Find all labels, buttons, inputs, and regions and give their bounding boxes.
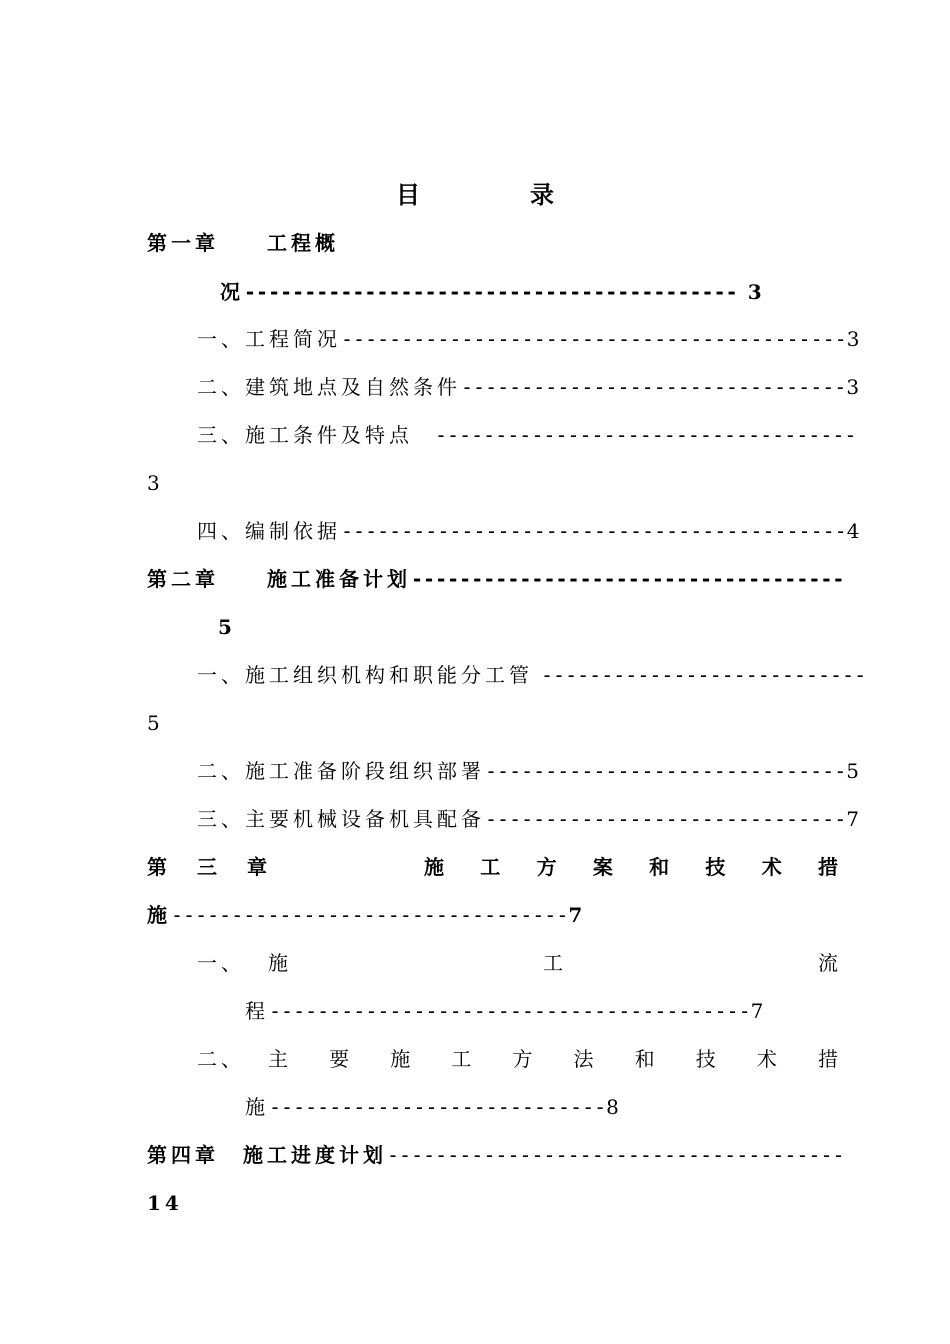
toc-ch3-item[interactable] bbox=[268, 1045, 838, 1073]
toc-item-char: 施 bbox=[390, 1047, 411, 1071]
toc-item-char: 法 bbox=[573, 1047, 594, 1071]
toc-title bbox=[0, 178, 950, 212]
toc-ch1-item[interactable] bbox=[197, 421, 856, 449]
toc-ch3-item-prefix bbox=[197, 949, 245, 977]
toc-item-leader: ---------------------------- bbox=[269, 1095, 607, 1119]
toc-ch4-heading[interactable] bbox=[147, 1141, 845, 1169]
toc-ch1-item[interactable] bbox=[197, 517, 863, 545]
toc-item-char: 技 bbox=[695, 1047, 716, 1071]
toc-title-right: 录 bbox=[530, 180, 554, 209]
toc-ch3-title-char: 施 bbox=[424, 855, 444, 879]
toc-ch3-leader: --------------------------------- bbox=[171, 903, 569, 927]
toc-ch1-item[interactable] bbox=[197, 325, 863, 353]
toc-ch1-page: 3 bbox=[747, 280, 766, 304]
toc-item-char: 要 bbox=[329, 1047, 350, 1071]
toc-ch3-title-tail: 施 bbox=[147, 903, 171, 927]
toc-ch1-title: 工程概 bbox=[267, 231, 339, 255]
toc-ch3-item-cont[interactable] bbox=[245, 997, 767, 1025]
toc-item-leader: ------------------------------------------ bbox=[341, 327, 847, 351]
toc-ch3-title-char: 和 bbox=[649, 855, 670, 879]
toc-item-char: 和 bbox=[634, 1047, 655, 1071]
toc-item-page-wrap[interactable] bbox=[147, 709, 164, 737]
toc-item-leader: ---------------------------------------- bbox=[269, 999, 751, 1023]
toc-ch2-item[interactable] bbox=[197, 805, 863, 833]
toc-item-text: 三、主要机械设备机具配备 bbox=[197, 807, 485, 831]
toc-item-char: 方 bbox=[512, 1047, 533, 1071]
toc-ch3-label-char: 章 bbox=[247, 855, 267, 879]
toc-ch1-label: 第一章 bbox=[147, 231, 219, 255]
toc-ch3-title-char: 措 bbox=[817, 855, 838, 879]
toc-item-char: 主 bbox=[268, 1047, 288, 1071]
toc-item-text: 三、施工条件及特点 bbox=[197, 423, 413, 447]
toc-item-leader: ------------------------------------------ bbox=[341, 519, 847, 543]
toc-ch3-label-char: 第 bbox=[147, 855, 167, 879]
toc-item-page-wrap[interactable] bbox=[147, 469, 164, 497]
toc-item-leader: ----------------------------------- bbox=[435, 423, 857, 447]
toc-ch2-page: 5 bbox=[218, 615, 236, 639]
toc-item-char: 工 bbox=[543, 951, 563, 975]
toc-ch4-page: 14 bbox=[147, 1191, 183, 1215]
toc-ch1-heading-cont[interactable] bbox=[220, 278, 766, 306]
toc-ch1-title-tail: 况 bbox=[220, 280, 244, 304]
toc-ch2-page-wrap[interactable] bbox=[218, 613, 236, 641]
toc-ch3-title-char: 案 bbox=[592, 855, 613, 879]
toc-ch3-item-prefix bbox=[197, 1045, 245, 1073]
toc-item-text: 一、施工组织机构和职能分工管 bbox=[197, 663, 533, 687]
toc-item-text: 一、工程简况 bbox=[197, 327, 341, 351]
toc-ch2-heading[interactable] bbox=[147, 565, 844, 593]
toc-ch3-item[interactable] bbox=[268, 949, 838, 977]
toc-ch3-title-char: 技 bbox=[705, 855, 726, 879]
toc-ch3-label[interactable] bbox=[147, 853, 267, 881]
toc-ch4-title: 施工进度计划 bbox=[243, 1143, 387, 1167]
toc-item-leader: --------------------------- bbox=[541, 663, 867, 687]
toc-item-char: 流 bbox=[818, 951, 838, 975]
toc-item-char: 工 bbox=[451, 1047, 472, 1071]
toc-item-page: 5 bbox=[846, 759, 863, 783]
toc-item-page: 5 bbox=[147, 711, 164, 735]
toc-ch2-title: 施工准备计划 bbox=[267, 567, 411, 591]
toc-ch3-title-char: 术 bbox=[761, 855, 782, 879]
toc-item-text: 二、建筑地点及自然条件 bbox=[197, 375, 461, 399]
toc-title-left: 目 bbox=[396, 180, 420, 209]
toc-item-char: 术 bbox=[756, 1047, 777, 1071]
toc-item-prefix: 一、 bbox=[197, 951, 245, 975]
toc-ch3-page: 7 bbox=[568, 903, 587, 927]
toc-item-page: 3 bbox=[846, 327, 864, 351]
toc-item-page: 3 bbox=[147, 471, 164, 495]
toc-ch4-page-wrap[interactable] bbox=[147, 1189, 183, 1217]
toc-item-char: 施 bbox=[268, 951, 288, 975]
toc-item-tail: 程 bbox=[245, 999, 269, 1023]
toc-item-page: 3 bbox=[846, 375, 864, 399]
toc-ch2-item[interactable] bbox=[197, 757, 863, 785]
toc-item-text: 四、编制依据 bbox=[197, 519, 341, 543]
toc-item-page: 7 bbox=[846, 807, 863, 831]
toc-ch1-heading[interactable] bbox=[147, 229, 339, 257]
toc-ch4-leader: -------------------------------------- bbox=[387, 1143, 845, 1167]
toc-ch1-item[interactable] bbox=[197, 373, 863, 401]
toc-item-page: 4 bbox=[846, 519, 864, 543]
toc-ch1-leader: ----------------------------------------- bbox=[244, 280, 738, 304]
toc-item-char: 措 bbox=[817, 1047, 838, 1071]
toc-item-page: 7 bbox=[750, 999, 768, 1023]
toc-ch2-leader: ------------------------------------ bbox=[411, 567, 845, 591]
toc-ch3-title[interactable] bbox=[424, 853, 838, 881]
toc-ch2-label: 第二章 bbox=[147, 567, 219, 591]
toc-ch3-item-cont[interactable] bbox=[245, 1093, 623, 1121]
toc-item-text: 二、施工准备阶段组织部署 bbox=[197, 759, 485, 783]
toc-item-page: 8 bbox=[606, 1095, 623, 1119]
toc-ch3-heading-cont[interactable] bbox=[147, 901, 586, 929]
toc-item-leader: ------------------------------ bbox=[485, 759, 847, 783]
toc-ch4-label: 第四章 bbox=[147, 1143, 219, 1167]
toc-ch2-item[interactable] bbox=[197, 661, 866, 689]
toc-ch3-label-char: 三 bbox=[197, 855, 217, 879]
toc-item-prefix: 二、 bbox=[197, 1047, 245, 1071]
toc-ch3-title-char: 方 bbox=[536, 855, 557, 879]
toc-item-tail: 施 bbox=[245, 1095, 269, 1119]
toc-item-leader: -------------------------------- bbox=[461, 375, 847, 399]
toc-ch3-title-char: 工 bbox=[480, 855, 501, 879]
toc-item-leader: ------------------------------ bbox=[485, 807, 847, 831]
